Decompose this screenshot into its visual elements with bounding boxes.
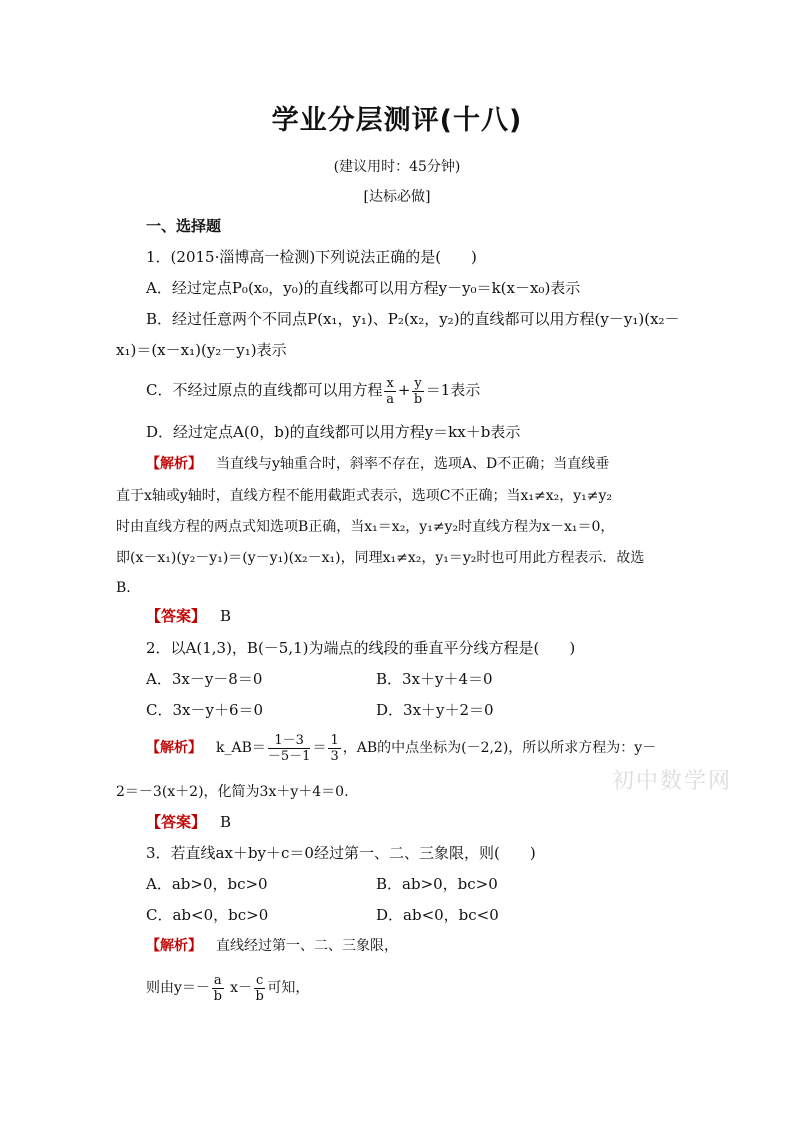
q1-option-c-text: C．不经过原点的直线都可以用方程	[146, 381, 383, 399]
suggested-time: (建议用时：45分钟)	[333, 159, 461, 175]
q2-slope-fraction: $\frac{1-3}{-5-1}$	[267, 732, 311, 764]
q3-option-d: D．ab<0，bc<0	[376, 906, 499, 924]
q1-option-b-line2: x₁)＝(x－x₁)(y₂－y₁)表示	[116, 341, 287, 359]
q1-analysis-line3: 时由直线方程的两点式知选项B正确，当x₁＝x₂，y₁≠y₂时直线方程为x－x₁＝0，	[116, 519, 615, 535]
q2-answer: 【答案】 B	[146, 813, 232, 831]
q1-analysis-line5: B.	[116, 580, 131, 596]
watermark: 初中数学网	[612, 769, 733, 794]
q3-option-b: B．ab>0，bc>0	[376, 875, 498, 893]
page-title: 学业分层测评(十八)	[271, 105, 523, 136]
q2-analysis-line2: 2＝－3(x＋2)，化简为3x＋y＋4＝0.	[116, 784, 349, 800]
analysis-label: 【解析】	[146, 740, 202, 756]
q2-option-a: A．3x－y－8＝0	[146, 670, 263, 688]
q3-stem: 3．若直线ax＋by＋c＝0经过第一、二、三象限，则( )	[146, 844, 536, 862]
part-heading: 一、选择题	[146, 217, 222, 235]
q1-answer: 【答案】 B	[146, 607, 232, 625]
answer-label: 【答案】	[146, 607, 207, 625]
q1-option-a: A．经过定点P₀(x₀，y₀)的直线都可以用方程y－y₀＝k(x－x₀)表示	[146, 279, 581, 297]
q1-analysis-line1: 【解析】 当直线与y轴重合时，斜率不存在，选项A、D不正确；当直线垂	[146, 456, 610, 472]
analysis-label: 【解析】	[146, 938, 202, 954]
q2-result-fraction: $\frac{1}{3}$	[330, 732, 339, 764]
q1-analysis-line4: 即(x－x₁)(y₂－y₁)＝(y－y₁)(x₂－x₁)，同理x₁≠x₂，y₁＝y₂时也可用此方程表示．故选	[116, 550, 645, 566]
q1-option-c-fraction-x: $\frac{x}{a}$	[386, 375, 395, 407]
q1-option-c-fraction-y: $\frac{y}{b}$	[413, 375, 423, 407]
q2-stem: 2．以A(1,3)，B(－5,1)为端点的线段的垂直平分线方程是( )	[146, 639, 576, 657]
answer-label: 【答案】	[146, 813, 207, 831]
q3-analysis-line1: 【解析】 直线经过第一、二、三象限，	[146, 938, 398, 954]
q3-analysis-line2: 则由y＝－ $\frac{a}{b}$ x－ $\frac{c}{b}$ 可知，	[146, 972, 310, 1004]
q2-analysis-line1: 【解析】 k_AB＝ $\frac{1-3}{-5-1}$ ＝ $\frac{1}{3}$ ，AB的中点坐标为(－2,2)，所以所求方程为：y－	[146, 732, 657, 764]
q1-stem: 1．(2015·淄博高一检测)下列说法正确的是( )	[146, 248, 477, 266]
q3-fraction-a-b: $\frac{a}{b}$	[213, 972, 222, 1004]
q1-option-d: D．经过定点A(0，b)的直线都可以用方程y＝kx＋b表示	[146, 423, 521, 441]
q3-fraction-c-b: $\frac{c}{b}$	[255, 972, 264, 1004]
q3-option-a: A．ab>0，bc>0	[146, 875, 268, 893]
analysis-label: 【解析】	[146, 456, 202, 472]
q3-option-c: C．ab<0，bc>0	[146, 906, 269, 924]
q1-option-b-line1: B．经过任意两个不同点P(x₁，y₁)、P₂(x₂，y₂)的直线都可以用方程(y－y₁)(x₂－	[146, 310, 680, 328]
q2-option-d: D．3x＋y＋2＝0	[376, 701, 494, 719]
q2-option-c: C．3x－y＋6＝0	[146, 701, 264, 719]
q1-option-c: C．不经过原点的直线都可以用方程 $\frac{x}{a}$ + $\frac{y}{b}$ ＝1表示	[146, 375, 481, 407]
q1-analysis-line2: 直于x轴或y轴时，直线方程不能用截距式表示，选项C不正确；当x₁≠x₂，y₁≠y₂	[116, 488, 613, 504]
q2-option-b: B．3x＋y＋4＝0	[376, 670, 493, 688]
section-tag: [达标必做]	[363, 189, 431, 205]
